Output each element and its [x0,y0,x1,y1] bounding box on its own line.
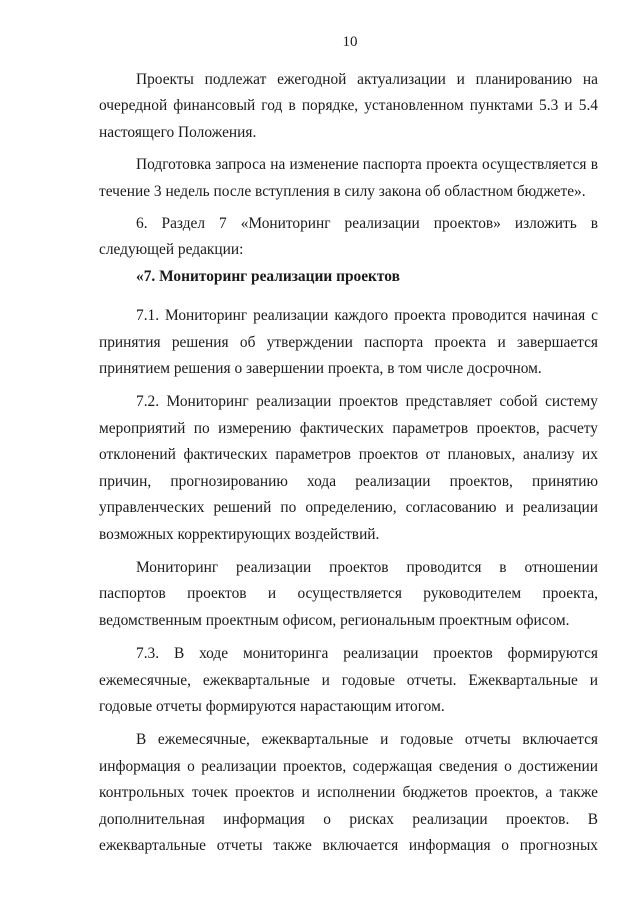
paragraph-passport-change-request: Подготовка запроса на изменение паспорта проекта осуществляется в течение 3 недель после вступления в силу закона об областном бюджете». [99,156,598,200]
document-body [99,67,598,859]
paragraph-monitoring-passports: Мониторинг реализации проектов проводится в отношении паспортов проектов и осуществляется руководителем проекта, ведомственным проектным офисом, региональным проектным офисом. [99,558,598,629]
paragraph-7-1: 7.1. Мониторинг реализации каждого проекта проводится начиная с принятия решения об утверждении паспорта проекта и завершается принятием решения о завершении проекта, в том числе досрочном. [99,307,598,378]
section-heading-monitoring: «7. Мониторинг реализации проектов [136,267,400,285]
page-number: 10 [342,34,358,50]
paragraph-project-update: Проекты подлежат ежегодной актуализации и планированию на очередной финансовый год в порядке, установленном пунктами 5.3 и 5.4 настоящего Положения. [99,71,598,141]
paragraph-reports-content: В ежемесячные, ежеквартальные и годовые отчеты включается информация о реализации проектов, содержащая сведения о достижении контрольных точек проектов и исполнении бюджетов проектов, а также дополнительная информация о рисках реализации проектов. В ежеквартальные отчеты также включается информация о прогнозных [99,731,598,854]
paragraph-7-3: 7.3. В ходе мониторинга реализации проектов формируются ежемесячные, ежеквартальные и годовые отчеты. Ежеквартальные и годовые отчеты формируются нарастающим итогом. [99,645,598,715]
paragraph-7-2: 7.2. Мониторинг реализации проектов представляет собой систему мероприятий по измерению фактических параметров проектов, расчету отклонений фактических параметров проектов от плановых, анализу их причин, прогнозированию хода реализации проектов, принятию управленческих решений по определению, согласованию и реализации возможных корректирующих воздействий. [99,393,598,543]
paragraph-section-7-amendment: 6. Раздел 7 «Мониторинг реализации проектов» изложить в следующей редакции: [99,215,598,259]
